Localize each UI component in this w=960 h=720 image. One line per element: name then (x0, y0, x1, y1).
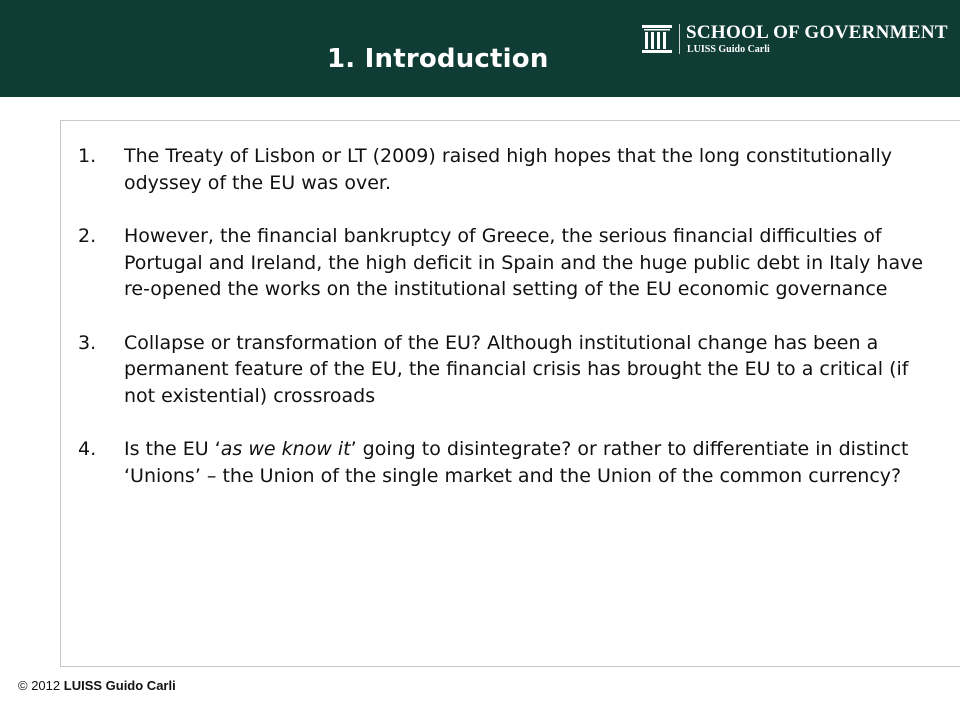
item-number: 4. (78, 438, 97, 460)
item-text-after: ’ going to disintegrate? or rather to differentiate in distinct ‘Unions’ – the Union of the single market and the Union of the common currency? (124, 438, 909, 487)
logo-divider (679, 24, 680, 54)
copyright-text: © 2012 (18, 678, 61, 693)
list-item (78, 436, 928, 489)
item-number: 1. (78, 145, 97, 167)
item-text: Collapse or transformation of the EU? Although institutional change has been a permanent feature of the EU, the financial crisis has brought the EU to a critical (if not existential) crossroads (124, 331, 909, 407)
logo-subtitle: LUISS Guido Carli (687, 44, 770, 55)
logo-name: SCHOOL OF GOVERNMENT (686, 22, 948, 43)
item-number: 2. (78, 225, 97, 247)
slide-title: 1. Introduction (327, 44, 549, 74)
copyright-footer (18, 678, 176, 693)
item-text: However, the financial bankruptcy of Greece, the serious financial difficulties of Portugal and Ireland, the high deficit in Spain and the huge public debt in Italy have re-opened the works on the institutional setting of the EU economic governance (124, 225, 924, 300)
item-number: 3. (78, 331, 97, 354)
item-text-before: Is the EU ‘ (124, 438, 221, 460)
item-text: The Treaty of Lisbon or LT (2009) raised high hopes that the long constitutionally odyssey of the EU was over. (124, 145, 893, 194)
item-text-emphasis: as we know it (220, 438, 351, 460)
intro-list (78, 143, 928, 516)
list-item (78, 143, 928, 196)
list-item (78, 223, 928, 303)
list-item (78, 330, 928, 410)
school-logo (641, 22, 948, 58)
columns-icon (641, 25, 673, 53)
slide-header (0, 0, 960, 97)
footer-org: LUISS Guido Carli (63, 678, 176, 693)
